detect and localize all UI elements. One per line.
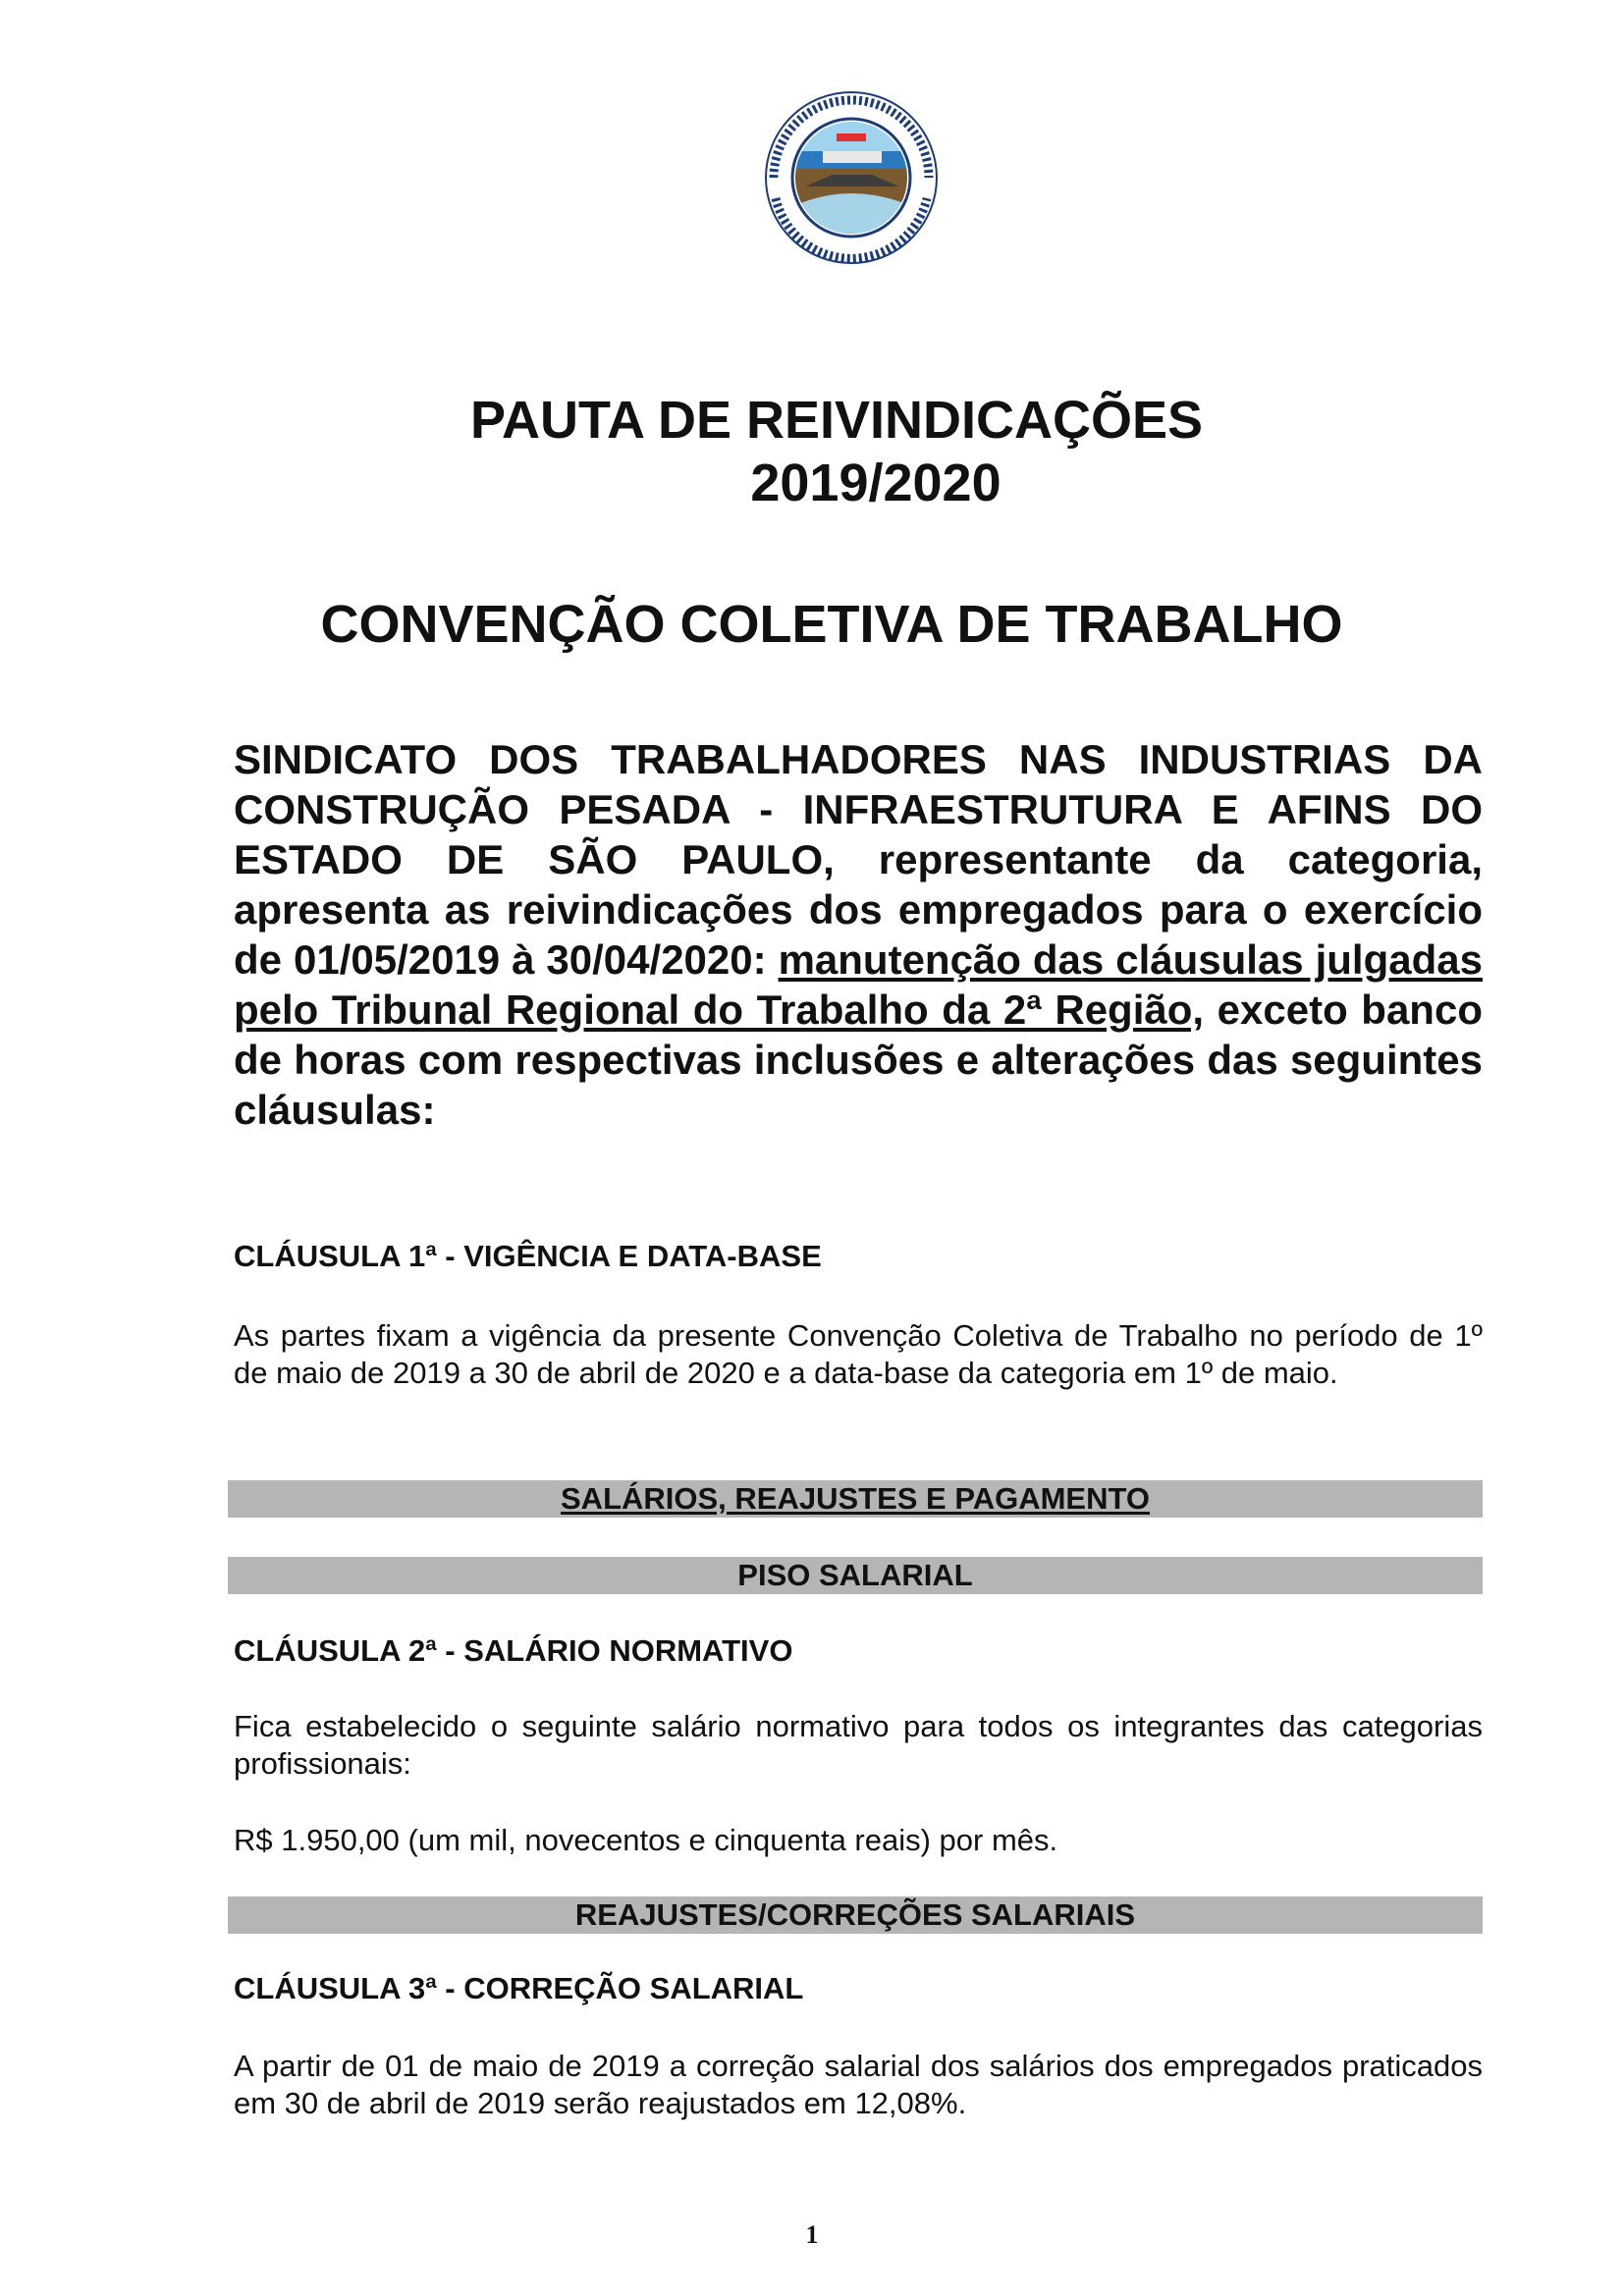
intro-text-part2: exceto banco de horas com respectivas inclusões e alterações das seguintes cláusulas: bbox=[234, 987, 1483, 1133]
clause-1-title: CLÁUSULA 1ª - VIGÊNCIA E DATA-BASE bbox=[234, 1239, 822, 1273]
document-subtitle: CONVENÇÃO COLETIVA DE TRABALHO bbox=[320, 595, 1343, 654]
document-year: 2019/2020 bbox=[750, 454, 1001, 512]
clause-3-title: CLÁUSULA 3ª - CORREÇÃO SALARIAL bbox=[234, 1971, 804, 2005]
section-bar-reajustes-label: REAJUSTES/CORREÇÕES SALARIAIS bbox=[574, 1897, 1136, 1932]
union-seal-logo bbox=[764, 90, 939, 265]
document-title: PAUTA DE REIVINDICAÇÕES bbox=[469, 391, 1204, 450]
section-bar-salarios bbox=[228, 1480, 1483, 1518]
clause-3-text: A partir de 01 de maio de 2019 a correção salarial dos salários dos empregados praticados em 30 de abril de 2019 serão reajustados em 12,08%. bbox=[234, 2049, 1483, 2120]
clause-2-title: CLÁUSULA 2ª - SALÁRIO NORMATIVO bbox=[234, 1633, 793, 1668]
intro-text-part1: SINDICATO DOS TRABALHADORES NAS INDUSTRIAS DA CONSTRUÇÃO PESADA - INFRAESTRUTURA E AFINS DO ESTADO DE SÃO PAULO, representante da categoria, apresenta as reivindicações dos empregados para o exercício de 01/05/2019 à 30/04/2020: bbox=[234, 736, 1483, 983]
intro-paragraph bbox=[234, 734, 1483, 1135]
clause-2-text: Fica estabelecido o seguinte salário normativo para todos os integrantes das categorias profissionais: bbox=[234, 1709, 1483, 1781]
page-number: 1 bbox=[805, 2220, 819, 2249]
clause-1-text: As partes fixam a vigência da presente Convenção Coletiva de Trabalho no período de 1º de maio de 2019 a 30 de abril de 2020 e a data-base da categoria em 1º de maio. bbox=[234, 1318, 1483, 1390]
clause-2-value: R$ 1.950,00 (um mil, novecentos e cinquenta reais) por mês. bbox=[234, 1823, 1058, 1857]
section-bar-piso-salarial bbox=[228, 1557, 1483, 1594]
intro-underlined-text: manutenção das cláusulas julgadas pelo Tribunal Regional do Trabalho da 2ª Região, bbox=[234, 936, 1483, 1033]
section-bar-reajustes bbox=[228, 1896, 1483, 1934]
section-bar-salarios-label: SALÁRIOS, REAJUSTES E PAGAMENTO bbox=[561, 1481, 1150, 1516]
section-bar-piso-label: PISO SALARIAL bbox=[737, 1558, 973, 1592]
